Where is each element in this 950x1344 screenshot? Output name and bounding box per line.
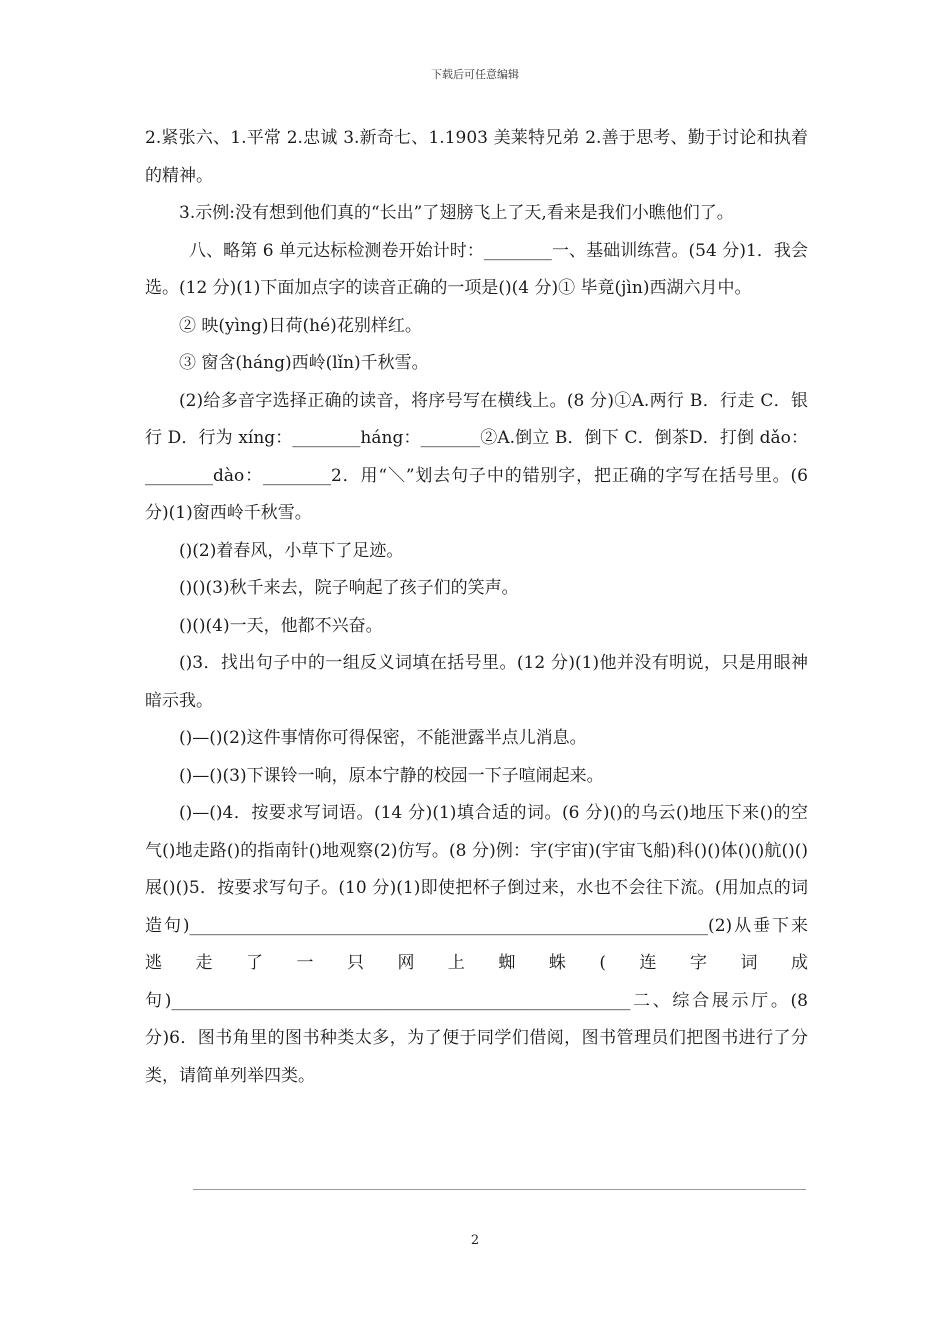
paragraph-antonym-3: ()—()(3)下课铃一响，原本宁静的校园一下子喧闹起来。 <box>179 765 604 786</box>
page-number: 2 <box>470 1233 480 1248</box>
paragraph-words-sentences: ()—()4．按要求写词语。(14 分)(1)填合适的词。(6 分)()的乌云()地压下来()的空气()地走路()的指南针()地观察(2)仿写。(8 分)例：宇(宇宙)(宇宙飞船)科()()体()()航()()展()()5．按要求写句子。(10 分)(1)即使把杯子倒过来，水也不会往下流。(用加点的词造句)_____________________________________________________________(2)从垂下来逃走了一只网上蜘蛛(连字词成句)______________________________________________________二、综合展示厅。(8 分)6．图书角里的图书种类太多，为了便于同学们借阅，图书管理员们把图书进行了分类，请简单列举四类。 <box>145 803 808 1086</box>
paragraph-polyphone: (2)给多音字选择正确的读音，将序号写在横线上。(8 分)①A.两行 B．行走 C．银行 D．行为 xíng：________háng：_______②A.倒立 B．倒下 C．倒茶D．打倒 dǎo：________dào：________2．用“＼”划去句子中的错别字，把正确的字写在括号里。(6 分)(1)窗西岭千秋雪。 <box>145 390 808 523</box>
paragraph-correction-2: ()(2)着春风，小草下了足迹。 <box>179 540 404 561</box>
document-body <box>145 120 808 1095</box>
paragraph-correction-4: ()()(4)一天，他都不兴奋。 <box>179 615 383 636</box>
paragraph-correction-3: ()()(3)秋千来去，院子响起了孩子们的笑声。 <box>179 578 519 598</box>
page-header: 下载后可任意编辑 <box>431 68 519 81</box>
paragraph-answers: 2.紧张六、1.平常 2.忠诚 3.新奇七、1.1903 美莱特兄弟 2.善于思考、勤于讨论和执着的精神。 <box>145 128 808 186</box>
paragraph-option-2: ② 映(yìng)日荷(hé)花别样红。 <box>179 315 422 336</box>
paragraph-unit-test: 八、略第 6 单元达标检测卷开始计时：________一、基础训练营。(54 分)1．我会选。(12 分)(1)下面加点字的读音正确的一项是()(4 分)① 毕竟(jìn)西湖六月中。 <box>145 240 808 298</box>
paragraph-antonym-2: ()—()(2)这件事情你可得保密，不能泄露半点儿消息。 <box>179 728 587 748</box>
paragraph-antonyms: ()3．找出句子中的一组反义词填在括号里。(12 分)(1)他并没有明说，只是用眼神暗示我。 <box>145 653 808 711</box>
paragraph-example: 3.示例:没有想到他们真的“长出”了翅膀飞上了天,看来是我们小瞧他们了。 <box>179 203 734 223</box>
paragraph-option-3: ③ 窗含(háng)西岭(lǐn)千秋雪。 <box>179 353 429 373</box>
answer-line <box>193 1189 806 1190</box>
